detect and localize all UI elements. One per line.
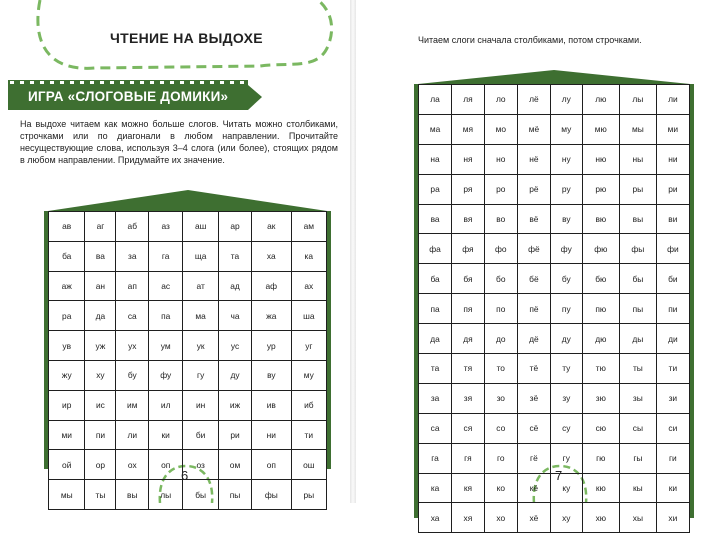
syllable-cell: вя <box>452 204 485 234</box>
syllable-cell: пя <box>452 294 485 324</box>
syllable-cell: фо <box>484 234 517 264</box>
syllable-cell: ся <box>452 413 485 443</box>
syllable-cell: лю <box>582 85 619 115</box>
syllable-cell: до <box>484 324 517 354</box>
syllable-cell: пё <box>517 294 550 324</box>
syllable-cell: го <box>484 443 517 473</box>
syllable-cell: та <box>219 241 252 271</box>
syllable-cell: ки <box>149 420 183 450</box>
syllable-cell: бу <box>116 360 149 390</box>
syllable-cell: кё <box>517 473 550 503</box>
syllable-cell: ко <box>484 473 517 503</box>
syllable-cell: ми <box>656 114 689 144</box>
syllable-cell: су <box>550 413 582 443</box>
right-page <box>356 0 706 523</box>
syllable-cell: ри <box>219 420 252 450</box>
syllable-cell: кя <box>452 473 485 503</box>
syllable-cell: ри <box>656 174 689 204</box>
instructions-text: На выдохе читаем как можно больше слогов. Читать можно столбиками, строчками или по диагонали в любом направлении. Прочитайте несуществующие слова, используя 3–4 слога (или более), стоящих рядом в любом направлении. Придумайте их значение. <box>20 119 338 165</box>
left-page <box>0 0 350 503</box>
syllable-cell: бю <box>582 264 619 294</box>
syllable-cell: гы <box>620 443 657 473</box>
syllable-cell: тю <box>582 354 619 384</box>
syllable-cell: кы <box>620 473 657 503</box>
syllable-cell: ща <box>183 241 219 271</box>
syllable-cell: лы <box>149 480 183 510</box>
grid-row <box>49 331 327 361</box>
syllable-cell: ли <box>116 420 149 450</box>
syllable-cell: ры <box>291 480 326 510</box>
syllable-cell: иж <box>219 390 252 420</box>
syllable-cell: рё <box>517 174 550 204</box>
syllable-cell: то <box>484 354 517 384</box>
grid-row <box>419 383 690 413</box>
syllable-cell: хы <box>620 503 657 533</box>
syllable-cell: ап <box>116 271 149 301</box>
grid-row <box>419 264 690 294</box>
syllable-cell: ам <box>291 212 326 242</box>
syllable-cell: оп <box>149 450 183 480</box>
syllable-cell: за <box>419 383 452 413</box>
syllable-cell: бо <box>484 264 517 294</box>
syllable-cell: ку <box>550 473 582 503</box>
syllable-cell: ак <box>251 212 291 242</box>
grid-row <box>419 473 690 503</box>
syllable-cell: ты <box>85 480 116 510</box>
syllable-cell: пю <box>582 294 619 324</box>
syllable-cell: би <box>656 264 689 294</box>
syllable-cell: ас <box>149 271 183 301</box>
syllable-cell: ня <box>452 144 485 174</box>
banner-arrow-tip <box>248 85 262 110</box>
syllable-cell: ух <box>116 331 149 361</box>
syllable-cell: пи <box>85 420 116 450</box>
syllable-cell: фу <box>149 360 183 390</box>
syllable-cell: фа <box>419 234 452 264</box>
syllable-cell: ни <box>251 420 291 450</box>
grid-row <box>419 174 690 204</box>
syllable-cell: жу <box>49 360 85 390</box>
syllable-cell: ох <box>116 450 149 480</box>
syllable-cell: фу <box>550 234 582 264</box>
syllable-cell: ха <box>419 503 452 533</box>
syllable-cell: ба <box>49 241 85 271</box>
syllable-cell: ны <box>620 144 657 174</box>
syllable-cell: сю <box>582 413 619 443</box>
syllable-cell: хю <box>582 503 619 533</box>
syllable-cell: да <box>85 301 116 331</box>
syllable-cell: уг <box>291 331 326 361</box>
syllable-cell: рю <box>582 174 619 204</box>
syllable-cell: бы <box>183 480 219 510</box>
syllable-cell: да <box>419 324 452 354</box>
syllable-cell: ис <box>85 390 116 420</box>
syllable-cell: оз <box>183 450 219 480</box>
syllable-cell: вы <box>116 480 149 510</box>
syllable-cell: ву <box>550 204 582 234</box>
syllable-cell: сё <box>517 413 550 443</box>
syllable-cell: ла <box>419 85 452 115</box>
syllable-cell: мы <box>49 480 85 510</box>
syllable-cell: нё <box>517 144 550 174</box>
syllable-cell: бы <box>620 264 657 294</box>
grid-row <box>419 503 690 533</box>
syllable-cell: га <box>149 241 183 271</box>
syllable-cell: кю <box>582 473 619 503</box>
grid-row <box>419 204 690 234</box>
syllable-cell: ир <box>49 390 85 420</box>
syllable-cell: ар <box>219 212 252 242</box>
grid-row <box>419 413 690 443</box>
syllable-cell: са <box>419 413 452 443</box>
syllable-cell: со <box>484 413 517 443</box>
syllable-cell: аш <box>183 212 219 242</box>
grid-row <box>49 420 327 450</box>
grid-row <box>49 212 327 242</box>
syllable-cell: мо <box>484 114 517 144</box>
syllable-cell: ню <box>582 144 619 174</box>
page-title: ЧТЕНИЕ НА ВЫДОХЕ <box>110 30 263 46</box>
syllable-cell: ка <box>419 473 452 503</box>
syllable-cell: ты <box>620 354 657 384</box>
syllable-cell: хя <box>452 503 485 533</box>
syllable-cell: са <box>116 301 149 331</box>
grid-row <box>49 301 327 331</box>
syllable-cell: ин <box>183 390 219 420</box>
syllable-cell: пы <box>219 480 252 510</box>
syllable-cell: хё <box>517 503 550 533</box>
syllable-cell: аж <box>49 271 85 301</box>
syllable-cell: му <box>550 114 582 144</box>
syllable-cell: дя <box>452 324 485 354</box>
syllable-cell: ви <box>656 204 689 234</box>
syllable-cell: га <box>419 443 452 473</box>
right-syllable-grid <box>418 84 690 533</box>
syllable-cell: фы <box>251 480 291 510</box>
syllable-cell: ву <box>251 360 291 390</box>
grid-row <box>49 480 327 510</box>
syllable-cell: ша <box>291 301 326 331</box>
syllable-cell: ря <box>452 174 485 204</box>
syllable-cell: ка <box>291 241 326 271</box>
syllable-cell: ил <box>149 390 183 420</box>
syllable-cell: сы <box>620 413 657 443</box>
syllable-cell: ти <box>291 420 326 450</box>
syllable-cell: ру <box>550 174 582 204</box>
grid-row <box>419 85 690 115</box>
syllable-cell: дё <box>517 324 550 354</box>
syllable-cell: зи <box>656 383 689 413</box>
syllable-cell: бу <box>550 264 582 294</box>
syllable-cell: вы <box>620 204 657 234</box>
intro-text: Читаем слоги сначала столбиками, потом строчками. <box>418 35 642 45</box>
syllable-cell: ры <box>620 174 657 204</box>
grid-row <box>419 443 690 473</box>
syllable-cell: тё <box>517 354 550 384</box>
syllable-cell: ти <box>656 354 689 384</box>
syllable-cell: фю <box>582 234 619 264</box>
syllable-cell: оп <box>251 450 291 480</box>
syllable-cell: аб <box>116 212 149 242</box>
syllable-cell: фи <box>656 234 689 264</box>
syllable-cell: бё <box>517 264 550 294</box>
game-banner-title: ИГРА «СЛОГОВЫЕ ДОМИКИ» <box>28 89 229 104</box>
syllable-cell: хо <box>484 503 517 533</box>
syllable-cell: аг <box>85 212 116 242</box>
syllable-cell: ни <box>656 144 689 174</box>
syllable-cell: дю <box>582 324 619 354</box>
syllable-cell: гу <box>183 360 219 390</box>
grid-row <box>419 144 690 174</box>
grid-row <box>419 234 690 264</box>
syllable-cell: аз <box>149 212 183 242</box>
syllable-cell: ха <box>251 241 291 271</box>
syllable-cell: вю <box>582 204 619 234</box>
syllable-cell: ма <box>419 114 452 144</box>
syllable-cell: па <box>419 294 452 324</box>
syllable-cell: ан <box>85 271 116 301</box>
grid-row <box>49 390 327 420</box>
syllable-cell: на <box>419 144 452 174</box>
syllable-cell: ро <box>484 174 517 204</box>
syllable-cell: зы <box>620 383 657 413</box>
grid-row <box>419 114 690 144</box>
syllable-cell: ор <box>85 450 116 480</box>
syllable-cell: ба <box>419 264 452 294</box>
syllable-cell: лу <box>550 85 582 115</box>
syllable-cell: лё <box>517 85 550 115</box>
syllable-cell: па <box>149 301 183 331</box>
syllable-cell: ах <box>291 271 326 301</box>
syllable-cell: во <box>484 204 517 234</box>
syllable-cell: ук <box>183 331 219 361</box>
syllable-cell: мы <box>620 114 657 144</box>
syllable-cell: бя <box>452 264 485 294</box>
syllable-cell: пы <box>620 294 657 324</box>
syllable-cell: ус <box>219 331 252 361</box>
syllable-cell: ды <box>620 324 657 354</box>
syllable-cell: но <box>484 144 517 174</box>
syllable-cell: фы <box>620 234 657 264</box>
syllable-cell: ад <box>219 271 252 301</box>
right-house-roof <box>418 70 690 84</box>
syllable-cell: за <box>116 241 149 271</box>
grid-row <box>49 241 327 271</box>
page-number-right: 7 <box>555 468 563 483</box>
syllable-cell: ош <box>291 450 326 480</box>
grid-row <box>419 294 690 324</box>
syllable-cell: ля <box>452 85 485 115</box>
syllable-cell: ди <box>656 324 689 354</box>
syllable-cell: лы <box>620 85 657 115</box>
syllable-cell: ли <box>656 85 689 115</box>
syllable-cell: аф <box>251 271 291 301</box>
grid-row <box>419 324 690 354</box>
syllable-cell: зо <box>484 383 517 413</box>
syllable-cell: ва <box>419 204 452 234</box>
syllable-cell: ма <box>183 301 219 331</box>
syllable-cell: ом <box>219 450 252 480</box>
syllable-cell: ху <box>85 360 116 390</box>
syllable-cell: ой <box>49 450 85 480</box>
syllable-cell: ну <box>550 144 582 174</box>
syllable-cell: вё <box>517 204 550 234</box>
syllable-cell: им <box>116 390 149 420</box>
syllable-cell: ив <box>251 390 291 420</box>
syllable-cell: ча <box>219 301 252 331</box>
syllable-cell: си <box>656 413 689 443</box>
syllable-cell: иб <box>291 390 326 420</box>
syllable-cell: ду <box>219 360 252 390</box>
syllable-cell: хи <box>656 503 689 533</box>
syllable-cell: жа <box>251 301 291 331</box>
syllable-cell: пи <box>656 294 689 324</box>
syllable-cell: та <box>419 354 452 384</box>
syllable-cell: ра <box>419 174 452 204</box>
syllable-cell: би <box>183 420 219 450</box>
syllable-cell: мя <box>452 114 485 144</box>
syllable-cell: зё <box>517 383 550 413</box>
syllable-cell: гё <box>517 443 550 473</box>
syllable-cell: ки <box>656 473 689 503</box>
syllable-cell: гу <box>550 443 582 473</box>
syllable-cell: ум <box>149 331 183 361</box>
syllable-cell: му <box>291 360 326 390</box>
grid-row <box>49 271 327 301</box>
syllable-cell: гю <box>582 443 619 473</box>
syllable-cell: мю <box>582 114 619 144</box>
left-house-wall-right <box>327 211 331 469</box>
syllable-cell: зя <box>452 383 485 413</box>
syllable-cell: мё <box>517 114 550 144</box>
grid-row <box>49 360 327 390</box>
syllable-cell: ва <box>85 241 116 271</box>
syllable-cell: зу <box>550 383 582 413</box>
syllable-cell: ми <box>49 420 85 450</box>
syllable-cell: ат <box>183 271 219 301</box>
syllable-cell: пу <box>550 294 582 324</box>
syllable-cell: гя <box>452 443 485 473</box>
syllable-cell: ги <box>656 443 689 473</box>
syllable-cell: ув <box>49 331 85 361</box>
syllable-cell: тя <box>452 354 485 384</box>
syllable-cell: ху <box>550 503 582 533</box>
right-house-wall-right <box>690 84 694 518</box>
syllable-cell: уж <box>85 331 116 361</box>
syllable-cell: ур <box>251 331 291 361</box>
left-house-roof <box>48 190 327 211</box>
grid-row <box>419 354 690 384</box>
syllable-cell: зю <box>582 383 619 413</box>
syllable-cell: ду <box>550 324 582 354</box>
syllable-cell: фя <box>452 234 485 264</box>
syllable-cell: ту <box>550 354 582 384</box>
syllable-cell: ав <box>49 212 85 242</box>
syllable-cell: фё <box>517 234 550 264</box>
syllable-cell: ло <box>484 85 517 115</box>
left-syllable-grid <box>48 211 327 510</box>
syllable-cell: ра <box>49 301 85 331</box>
syllable-cell: по <box>484 294 517 324</box>
page-number-left: 6 <box>181 468 189 483</box>
